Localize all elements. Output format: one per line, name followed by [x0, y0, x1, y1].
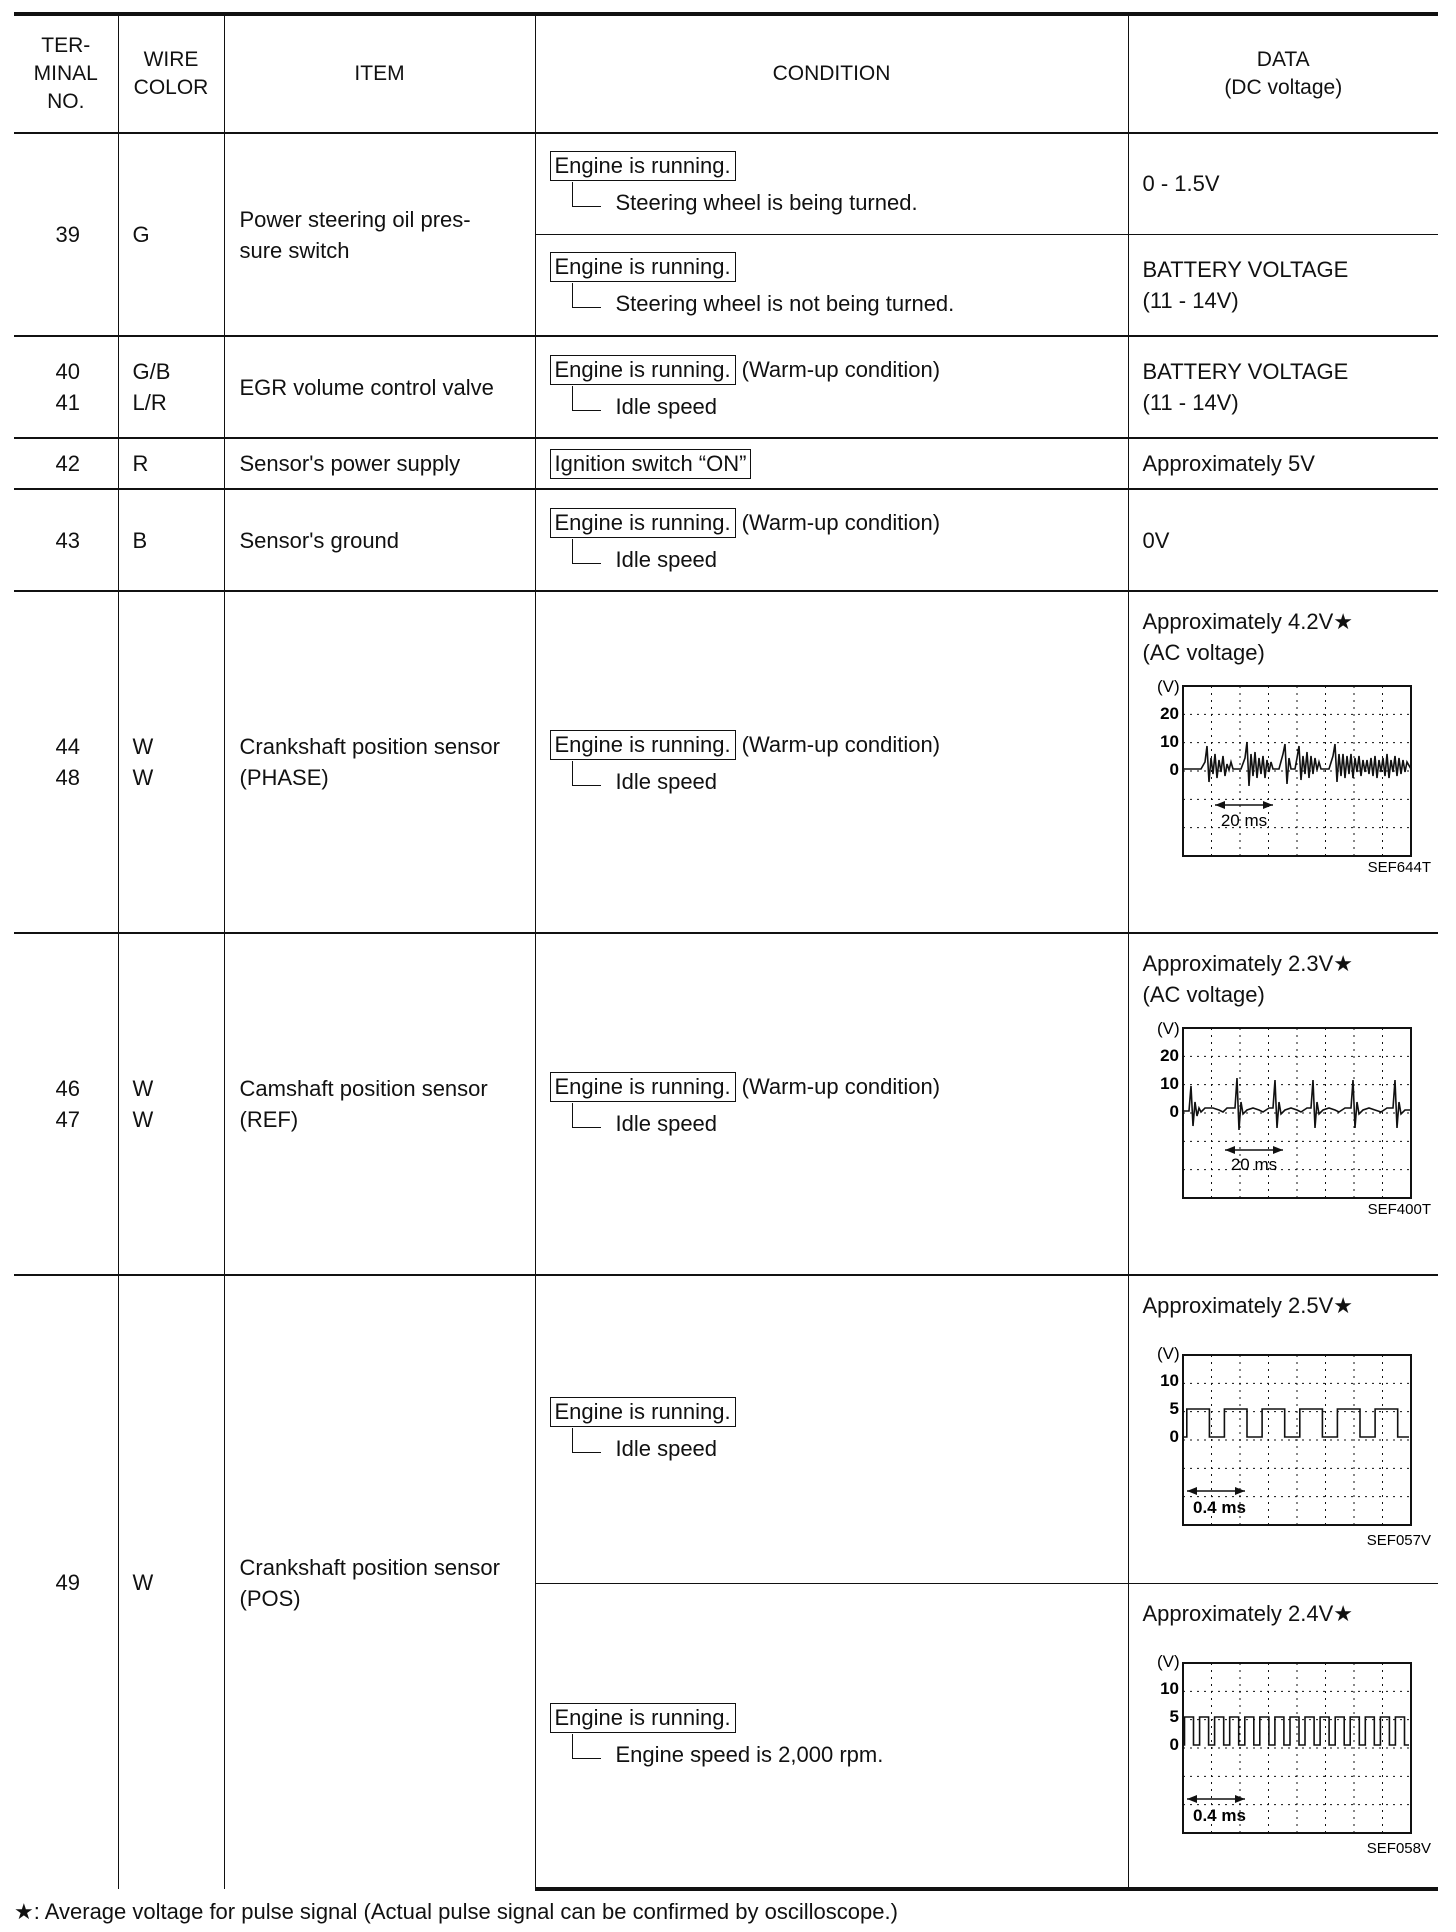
- condition-main: Engine is running.: [550, 508, 736, 538]
- figure-code: SEF058V: [1366, 1839, 1431, 1855]
- condition-cell: [535, 933, 1128, 1275]
- scope-tick: 5: [1169, 1706, 1179, 1726]
- scope-time-label: 0.4 ms: [1192, 1498, 1246, 1517]
- table-row: [14, 933, 1438, 1275]
- terminal-no: 46 47: [14, 933, 118, 1275]
- scope-waveform: [1183, 1717, 1409, 1745]
- scope-time-label: 0.4 ms: [1192, 1805, 1246, 1825]
- condition-main: Engine is running.: [550, 151, 736, 181]
- terminal-no: 43: [14, 489, 118, 591]
- table-row: [14, 438, 1438, 489]
- condition-main: Engine is running.: [550, 1397, 736, 1427]
- data-value: BATTERY VOLTAGE (11 - 14V): [1128, 336, 1438, 438]
- scope-tick: 5: [1169, 1399, 1179, 1418]
- condition-main: Engine is running.: [550, 355, 736, 385]
- condition-main: Ignition switch “ON”: [550, 449, 752, 479]
- oscilloscope-trace-pos-idle: [1143, 1341, 1433, 1547]
- data-cell: [1128, 591, 1438, 933]
- condition-cell: [535, 234, 1128, 336]
- condition-main: Engine is running.: [550, 730, 736, 760]
- terminal-no: 42: [14, 438, 118, 489]
- wire-color: G/B L/R: [118, 336, 224, 438]
- data-value: 0 - 1.5V: [1128, 133, 1438, 234]
- scope-tick: 0: [1169, 1427, 1179, 1446]
- wire-color: R: [118, 438, 224, 489]
- condition-main: Engine is running.: [550, 1072, 736, 1102]
- data-value: Approximately 4.2V★ (AC voltage): [1142, 609, 1353, 665]
- wire-color: W W: [118, 933, 224, 1275]
- data-cell: [1128, 933, 1438, 1275]
- condition-note: (Warm-up condition): [741, 1073, 941, 1099]
- terminal-no: 40 41: [14, 336, 118, 438]
- scope-waveform: [1183, 1409, 1409, 1437]
- terminal-no: 39: [55, 222, 80, 247]
- oscilloscope-trace-pos-2000rpm: [1143, 1649, 1433, 1855]
- condition-sub: Engine speed is 2,000 rpm.: [550, 1741, 1128, 1769]
- condition-sub: Idle speed: [550, 546, 1128, 574]
- table-row: [14, 336, 1438, 438]
- condition-cell: [535, 438, 1128, 489]
- table-row: [14, 1275, 1438, 1583]
- condition-note: (Warm-up condition): [741, 731, 941, 757]
- condition-note: (Warm-up condition): [741, 356, 941, 382]
- data-value: Approximately 2.5V★: [1142, 1293, 1353, 1318]
- terminal-data-table: [14, 12, 1438, 1891]
- table-row: [14, 489, 1438, 591]
- scope-tick: 10: [1159, 732, 1179, 751]
- condition-cell: [535, 336, 1128, 438]
- header-terminal-no: TER- MINAL NO.: [14, 14, 118, 133]
- scope-tick: 20: [1159, 704, 1179, 723]
- condition-sub: Idle speed: [550, 1435, 1128, 1463]
- condition-cell: [535, 133, 1128, 234]
- oscilloscope-trace-phase: [1143, 674, 1433, 874]
- condition-main: Engine is running.: [550, 1703, 736, 1733]
- scope-tick: 0: [1169, 1734, 1179, 1754]
- scope-time-label: 20 ms: [1230, 1155, 1277, 1174]
- data-value: Approximately 2.3V★ (AC voltage): [1142, 951, 1353, 1007]
- table-row: [14, 133, 1438, 234]
- header-row: [14, 14, 1438, 133]
- figure-code: SEF400T: [1367, 1201, 1431, 1216]
- wire-color: G: [118, 133, 224, 336]
- footnote: ★: Average voltage for pulse signal (Actual pulse signal can be confirmed by oscilloscope.): [14, 1899, 898, 1924]
- item-name: Sensor's power supply: [224, 438, 535, 489]
- scope-tick: 0: [1169, 760, 1179, 779]
- condition-cell: [535, 1275, 1128, 1583]
- condition-cell: [535, 591, 1128, 933]
- terminal-no: 49: [14, 1275, 118, 1889]
- condition-cell: [535, 1583, 1128, 1889]
- condition-sub: Steering wheel is not being turned.: [550, 290, 1128, 318]
- condition-note: (Warm-up condition): [741, 509, 941, 535]
- item-name: EGR volume control valve: [224, 336, 535, 438]
- header-data: DATA (DC voltage): [1128, 14, 1438, 133]
- scope-unit: (V): [1156, 1651, 1180, 1671]
- condition-sub: Steering wheel is being turned.: [550, 189, 1128, 217]
- data-value: Approximately 5V: [1128, 438, 1438, 489]
- figure-code: SEF057V: [1366, 1532, 1431, 1547]
- item-name: Crankshaft position sensor (PHASE): [224, 591, 535, 933]
- scope-tick: 10: [1159, 1074, 1179, 1093]
- condition-main: Engine is running.: [550, 252, 736, 282]
- wire-color: W W: [118, 591, 224, 933]
- wire-color: W: [118, 1275, 224, 1889]
- item-name: Crankshaft position sensor (POS): [224, 1275, 535, 1889]
- item-name: Camshaft position sensor (REF): [224, 933, 535, 1275]
- header-item: ITEM: [224, 14, 535, 133]
- item-name: Power steering oil pres- sure switch: [224, 133, 535, 336]
- scope-tick: 20: [1159, 1046, 1179, 1065]
- oscilloscope-trace-ref: [1143, 1016, 1433, 1216]
- data-value: Approximately 2.4V★: [1142, 1600, 1353, 1626]
- scope-unit: (V): [1156, 1019, 1180, 1038]
- condition-sub: Idle speed: [550, 1110, 1128, 1138]
- scope-tick: 10: [1159, 1678, 1179, 1698]
- table-row: [14, 591, 1438, 933]
- condition-sub: Idle speed: [550, 393, 1128, 421]
- wire-color: B: [118, 489, 224, 591]
- item-name: Sensor's ground: [224, 489, 535, 591]
- header-condition: CONDITION: [535, 14, 1128, 133]
- scope-tick: 10: [1159, 1371, 1179, 1390]
- terminal-no: 44 48: [14, 591, 118, 933]
- header-wire-color: WIRE COLOR: [118, 14, 224, 133]
- data-cell: [1128, 1275, 1438, 1583]
- condition-sub: Idle speed: [550, 768, 1128, 796]
- scope-time-label: 20 ms: [1220, 811, 1267, 830]
- data-value: BATTERY VOLTAGE (11 - 14V): [1128, 234, 1438, 336]
- scope-tick: 0: [1169, 1102, 1179, 1121]
- scope-unit: (V): [1156, 677, 1180, 696]
- figure-code: SEF644T: [1367, 859, 1431, 874]
- data-cell: [1128, 1583, 1438, 1889]
- condition-cell: [535, 489, 1128, 591]
- data-value: 0V: [1128, 489, 1438, 591]
- scope-unit: (V): [1156, 1344, 1180, 1363]
